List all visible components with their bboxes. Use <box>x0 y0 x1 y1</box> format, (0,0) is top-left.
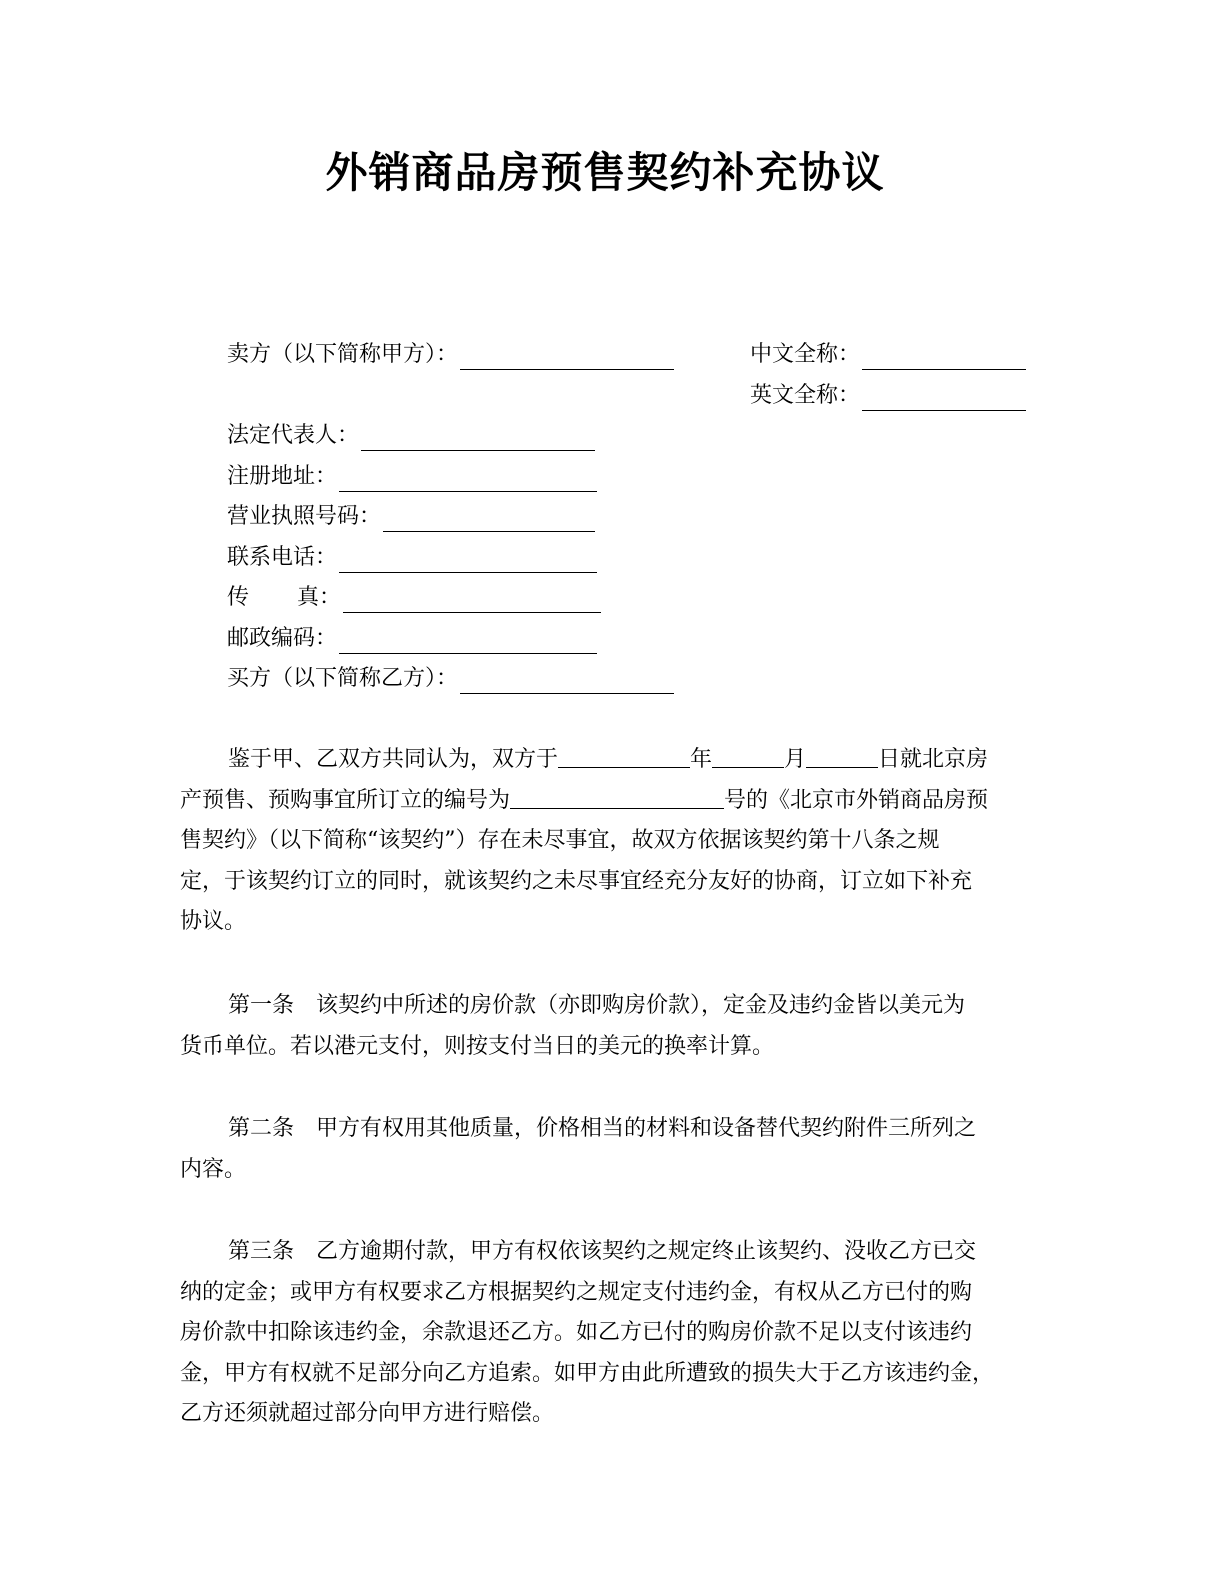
article-1 <box>180 986 1042 1067</box>
license-field <box>227 502 595 532</box>
postcode-label: 邮政编码： <box>227 626 338 651</box>
preamble-text: 产预售、预购事宜所订立的编号为 <box>180 787 511 813</box>
preamble-text: 售契约》（以下简称“该契约”）存在未尽事宜，故双方依据该契约第十八条之规 <box>180 828 940 853</box>
phone-blank[interactable] <box>339 550 597 573</box>
preamble-text: 日就北京房 <box>878 747 989 772</box>
article-text: 内容。 <box>180 1156 247 1182</box>
buyer-blank[interactable] <box>460 671 674 694</box>
seller-field <box>227 340 674 370</box>
month-blank[interactable] <box>712 745 784 768</box>
article-number: 第一条 <box>228 993 295 1018</box>
legal-rep-blank[interactable] <box>361 428 595 451</box>
english-name-blank[interactable] <box>862 388 1026 411</box>
license-blank[interactable] <box>383 509 595 532</box>
month-label: 月 <box>784 747 807 772</box>
preamble-text: 协议。 <box>180 909 247 934</box>
preamble-text: 鉴于甲、乙双方共同认为，双方于 <box>228 747 559 772</box>
chinese-name-blank[interactable] <box>862 347 1026 370</box>
chinese-name-label: 中文全称： <box>750 342 861 367</box>
phone-field <box>227 543 597 573</box>
seller-blank[interactable] <box>460 347 674 370</box>
seller-label: 卖方（以下简称甲方）： <box>227 342 459 367</box>
fax-field <box>227 583 601 613</box>
buyer-label: 买方（以下简称乙方）： <box>227 666 459 691</box>
article-2 <box>180 1109 1042 1190</box>
buyer-field <box>227 664 674 694</box>
article-text: 甲方有权用其他质量，价格相当的材料和设备替代契约附件三所列之 <box>316 1116 977 1141</box>
address-blank[interactable] <box>339 469 597 492</box>
year-label: 年 <box>690 747 713 772</box>
license-label: 营业执照号码： <box>227 504 382 529</box>
english-name-label: 英文全称： <box>750 383 861 408</box>
article-text: 该契约中所述的房价款（亦即购房价款），定金及违约金皆以美元为 <box>316 993 966 1018</box>
article-text: 房价款中扣除该违约金，余款退还乙方。如乙方已付的购房价款不足以支付该违约 <box>180 1320 973 1345</box>
chinese-name-field <box>750 340 1026 370</box>
postcode-field <box>227 624 597 654</box>
article-text: 乙方还须就超过部分向甲方进行赔偿。 <box>180 1401 555 1426</box>
document-title: 外销商品房预售契约补充协议 <box>325 148 885 197</box>
legal-rep-field <box>227 421 595 451</box>
year-blank[interactable] <box>558 745 690 768</box>
preamble-paragraph <box>180 740 1042 943</box>
preamble-text: 号的《北京市外销商品房预 <box>724 787 989 813</box>
fax-blank[interactable] <box>343 590 601 613</box>
english-name-field <box>750 381 1026 411</box>
fax-label-part1: 传 <box>227 585 250 610</box>
article-number: 第二条 <box>228 1116 295 1141</box>
article-3 <box>180 1232 1042 1435</box>
article-text: 货币单位。若以港元支付，则按支付当日的美元的换率计算。 <box>180 1033 775 1059</box>
postcode-blank[interactable] <box>339 631 597 654</box>
article-text: 纳的定金；或甲方有权要求乙方根据契约之规定支付违约金，有权从乙方已付的购 <box>180 1279 973 1305</box>
contract-number-blank[interactable] <box>510 786 724 809</box>
phone-label: 联系电话： <box>227 545 338 570</box>
article-text: 金，甲方有权就不足部分向乙方追索。如甲方由此所遭致的损失大于乙方该违约金， <box>180 1360 995 1386</box>
address-field <box>227 462 597 492</box>
article-text: 乙方逾期付款，甲方有权依该契约之规定终止该契约、没收乙方已交 <box>316 1239 977 1264</box>
preamble-text: 定，于该契约订立的同时，就该契约之未尽事宜经充分友好的协商，订立如下补充 <box>180 868 973 894</box>
day-blank[interactable] <box>806 745 878 768</box>
article-number: 第三条 <box>228 1239 295 1264</box>
address-label: 注册地址： <box>227 464 338 489</box>
legal-rep-label: 法定代表人： <box>227 423 360 448</box>
fax-label-part2: 真： <box>297 585 342 610</box>
